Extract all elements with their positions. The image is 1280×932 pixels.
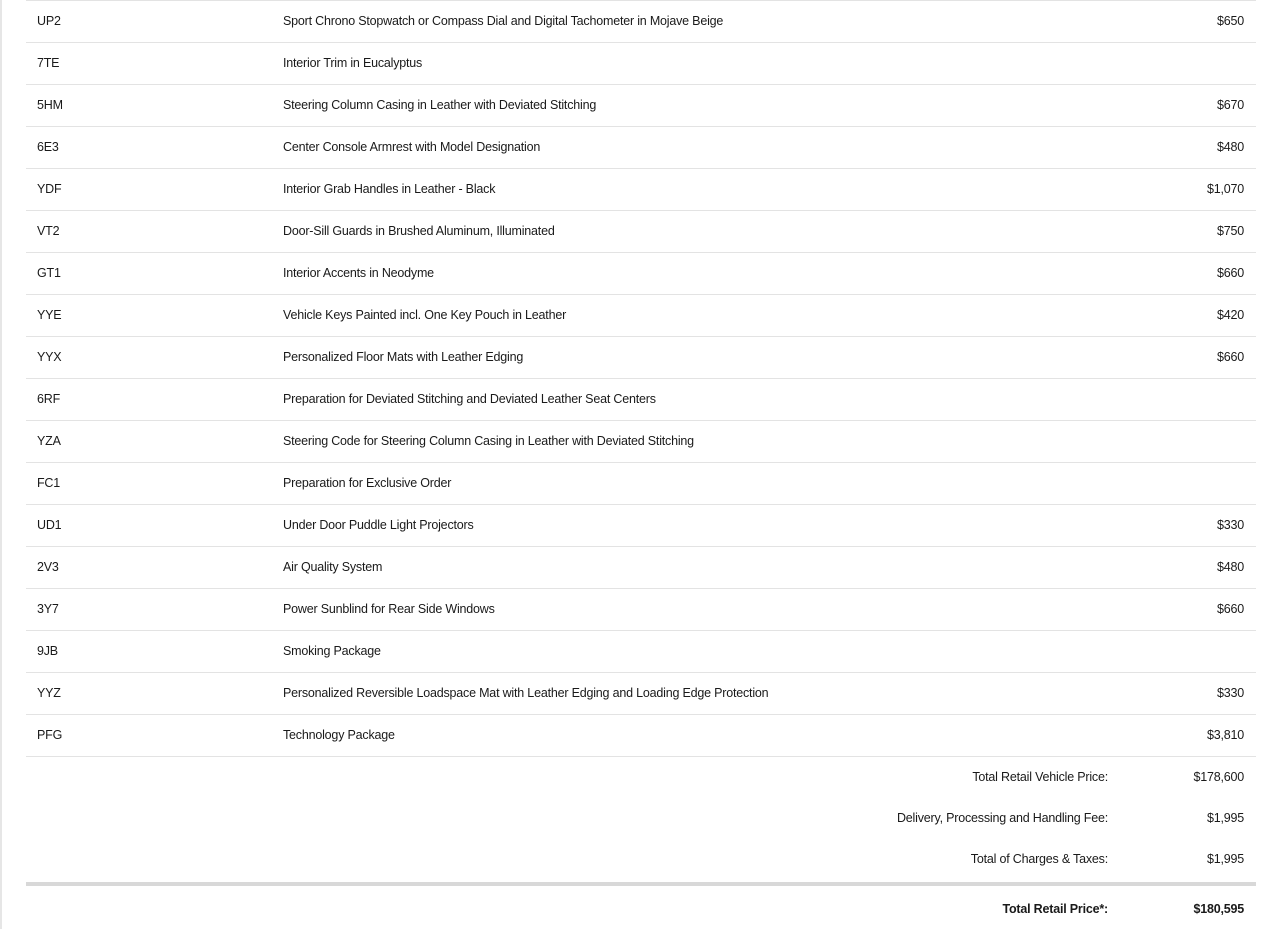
option-price: $330 <box>1216 518 1244 532</box>
table-row <box>26 42 1256 84</box>
total-price-value: $180,595 <box>1193 902 1244 916</box>
charges-taxes-label: Total of Charges & Taxes: <box>970 852 1108 866</box>
option-description: Personalized Reversible Loadspace Mat with Leather Edging and Loading Edge Protection <box>283 686 769 700</box>
table-row <box>26 210 1256 252</box>
option-price: $480 <box>1216 140 1244 154</box>
table-row <box>26 672 1256 714</box>
table-row <box>26 0 1256 42</box>
option-description: Interior Accents in Neodyme <box>283 266 434 280</box>
table-row <box>26 714 1256 756</box>
table-row <box>26 546 1256 588</box>
option-price: $3,810 <box>1206 728 1244 742</box>
option-code: 2V3 <box>37 560 59 574</box>
option-price: $660 <box>1216 266 1244 280</box>
summary-total-retail-price <box>26 886 1256 928</box>
option-description: Interior Trim in Eucalyptus <box>283 56 423 70</box>
option-price: $480 <box>1216 560 1244 574</box>
charges-taxes-value: $1,995 <box>1206 852 1244 866</box>
option-price: $660 <box>1216 350 1244 364</box>
option-description: Door-Sill Guards in Brushed Aluminum, Illuminated <box>283 224 555 238</box>
vehicle-price-label: Total Retail Vehicle Price: <box>972 770 1108 784</box>
option-description: Under Door Puddle Light Projectors <box>283 518 474 532</box>
option-description: Center Console Armrest with Model Designation <box>283 140 541 154</box>
total-price-label: Total Retail Price*: <box>1002 902 1108 916</box>
option-description: Preparation for Deviated Stitching and Deviated Leather Seat Centers <box>283 392 656 406</box>
option-code: 3Y7 <box>37 602 59 616</box>
table-row <box>26 336 1256 378</box>
table-row <box>26 462 1256 504</box>
option-description: Sport Chrono Stopwatch or Compass Dial and Digital Tachometer in Mojave Beige <box>283 14 724 28</box>
option-price: $330 <box>1216 686 1244 700</box>
option-price: $420 <box>1216 308 1244 322</box>
option-code: YYE <box>37 308 62 322</box>
option-price: $670 <box>1216 98 1244 112</box>
table-row <box>26 420 1256 462</box>
option-description: Steering Column Casing in Leather with Deviated Stitching <box>283 98 597 112</box>
option-code: UD1 <box>37 518 62 532</box>
summary-charges-taxes <box>26 839 1256 880</box>
table-row <box>26 630 1256 672</box>
option-description: Air Quality System <box>283 560 383 574</box>
option-price: $1,070 <box>1206 182 1244 196</box>
option-description: Steering Code for Steering Column Casing in Leather with Deviated Stitching <box>283 434 694 448</box>
table-row <box>26 126 1256 168</box>
option-code: YYX <box>37 350 62 364</box>
delivery-fee-label: Delivery, Processing and Handling Fee: <box>896 811 1108 825</box>
vehicle-price-value: $178,600 <box>1193 770 1244 784</box>
option-code: 9JB <box>37 644 58 658</box>
option-code: 6E3 <box>37 140 59 154</box>
option-price: $660 <box>1216 602 1244 616</box>
table-row <box>26 294 1256 336</box>
summary-delivery-fee <box>26 798 1256 839</box>
option-code: UP2 <box>37 14 61 28</box>
option-rows <box>26 0 1256 756</box>
option-price: $650 <box>1216 14 1244 28</box>
table-row <box>26 84 1256 126</box>
table-row <box>26 588 1256 630</box>
option-code: YDF <box>37 182 62 196</box>
option-code: 5HM <box>37 98 63 112</box>
page-left-border <box>0 0 2 929</box>
option-description: Preparation for Exclusive Order <box>283 476 452 490</box>
options-price-table <box>26 0 1256 928</box>
option-code: PFG <box>37 728 63 742</box>
summary-vehicle-price <box>26 757 1256 798</box>
option-price: $750 <box>1216 224 1244 238</box>
option-description: Smoking Package <box>283 644 381 658</box>
table-row <box>26 504 1256 546</box>
table-row <box>26 378 1256 420</box>
delivery-fee-value: $1,995 <box>1206 811 1244 825</box>
option-code: 7TE <box>37 56 60 70</box>
option-description: Technology Package <box>283 728 395 742</box>
option-description: Interior Grab Handles in Leather - Black <box>283 182 496 196</box>
table-row <box>26 168 1256 210</box>
option-code: YZA <box>37 434 61 448</box>
option-code: GT1 <box>37 266 61 280</box>
option-description: Personalized Floor Mats with Leather Edging <box>283 350 524 364</box>
option-code: VT2 <box>37 224 60 238</box>
option-description: Vehicle Keys Painted incl. One Key Pouch in Leather <box>283 308 567 322</box>
option-code: YYZ <box>37 686 61 700</box>
option-code: 6RF <box>37 392 61 406</box>
table-row <box>26 252 1256 294</box>
option-code: FC1 <box>37 476 61 490</box>
option-description: Power Sunblind for Rear Side Windows <box>283 602 495 616</box>
